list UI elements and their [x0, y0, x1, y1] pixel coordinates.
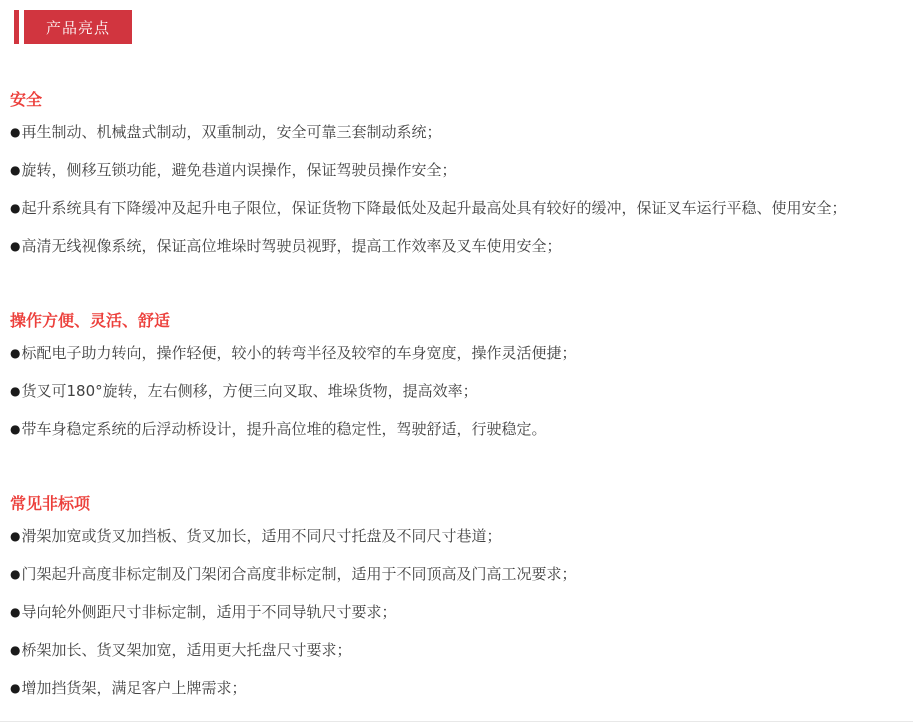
list-item [10, 372, 903, 410]
list-item-text: 导向轮外侧距尺寸非标定制，适用于不同导轨尺寸要求； [21, 603, 397, 621]
list-item-text: 货叉可180°旋转，左右侧移，方便三向叉取、堆垛货物，提高效率； [21, 382, 478, 400]
list-item-text: 桥架加长、货叉架加宽，适用更大托盘尺寸要求； [21, 641, 352, 659]
list-item [10, 517, 903, 555]
content-area [0, 90, 913, 707]
list-item-text: 起升系统具有下降缓冲及起升电子限位，保证货物下降最低处及起升最高处具有较好的缓冲，保证叉车运行平稳、使用安全； [21, 199, 847, 217]
section-title: 常见非标项 [10, 494, 91, 513]
bullet-icon: ● [10, 384, 21, 398]
badge-accent-bar [14, 10, 19, 44]
bullet-icon: ● [10, 681, 21, 695]
bullet-icon: ● [10, 163, 21, 177]
list-item [10, 555, 903, 593]
list-item-text: 标配电子助力转向，操作轻便，较小的转弯半径及较窄的车身宽度，操作灵活便捷； [21, 344, 577, 362]
list-item [10, 113, 903, 151]
bottom-divider [0, 721, 913, 722]
bullet-list [10, 113, 903, 265]
list-item-text: 再生制动、机械盘式制动，双重制动，安全可靠三套制动系统； [21, 123, 442, 141]
bullet-list [10, 517, 903, 707]
list-item-text: 带车身稳定系统的后浮动桥设计，提升高位堆的稳定性，驾驶舒适，行驶稳定。 [21, 420, 547, 438]
bullet-icon: ● [10, 605, 21, 619]
product-highlights-badge: 产品亮点 [24, 10, 132, 44]
bullet-icon: ● [10, 422, 21, 436]
list-item [10, 151, 903, 189]
list-item [10, 669, 903, 707]
list-item-text: 滑架加宽或货叉加挡板、货叉加长，适用不同尺寸托盘及不同尺寸巷道； [21, 527, 502, 545]
bullet-list [10, 334, 903, 448]
list-item [10, 593, 903, 631]
bullet-icon: ● [10, 201, 21, 215]
product-highlights-header [14, 10, 913, 44]
list-item-text: 门架起升高度非标定制及门架闭合高度非标定制，适用于不同顶高及门高工况要求； [21, 565, 577, 583]
bullet-icon: ● [10, 529, 21, 543]
section-safety [10, 90, 903, 265]
list-item-text: 高清无线视像系统，保证高位堆垛时驾驶员视野，提高工作效率及叉车使用安全； [21, 237, 562, 255]
bullet-icon: ● [10, 643, 21, 657]
list-item [10, 410, 903, 448]
bullet-icon: ● [10, 239, 21, 253]
bullet-icon: ● [10, 567, 21, 581]
bullet-icon: ● [10, 125, 21, 139]
list-item [10, 189, 903, 227]
list-item-text: 增加挡货架，满足客户上牌需求； [21, 679, 247, 697]
bullet-icon: ● [10, 346, 21, 360]
list-item [10, 334, 903, 372]
section-title: 操作方便、灵活、舒适 [10, 311, 171, 330]
section-operation [10, 311, 903, 448]
list-item [10, 227, 903, 265]
list-item-text: 旋转，侧移互锁功能，避免巷道内误操作，保证驾驶员操作安全； [21, 161, 457, 179]
list-item [10, 631, 903, 669]
section-title: 安全 [10, 90, 43, 109]
section-nonstandard-options [10, 494, 903, 707]
